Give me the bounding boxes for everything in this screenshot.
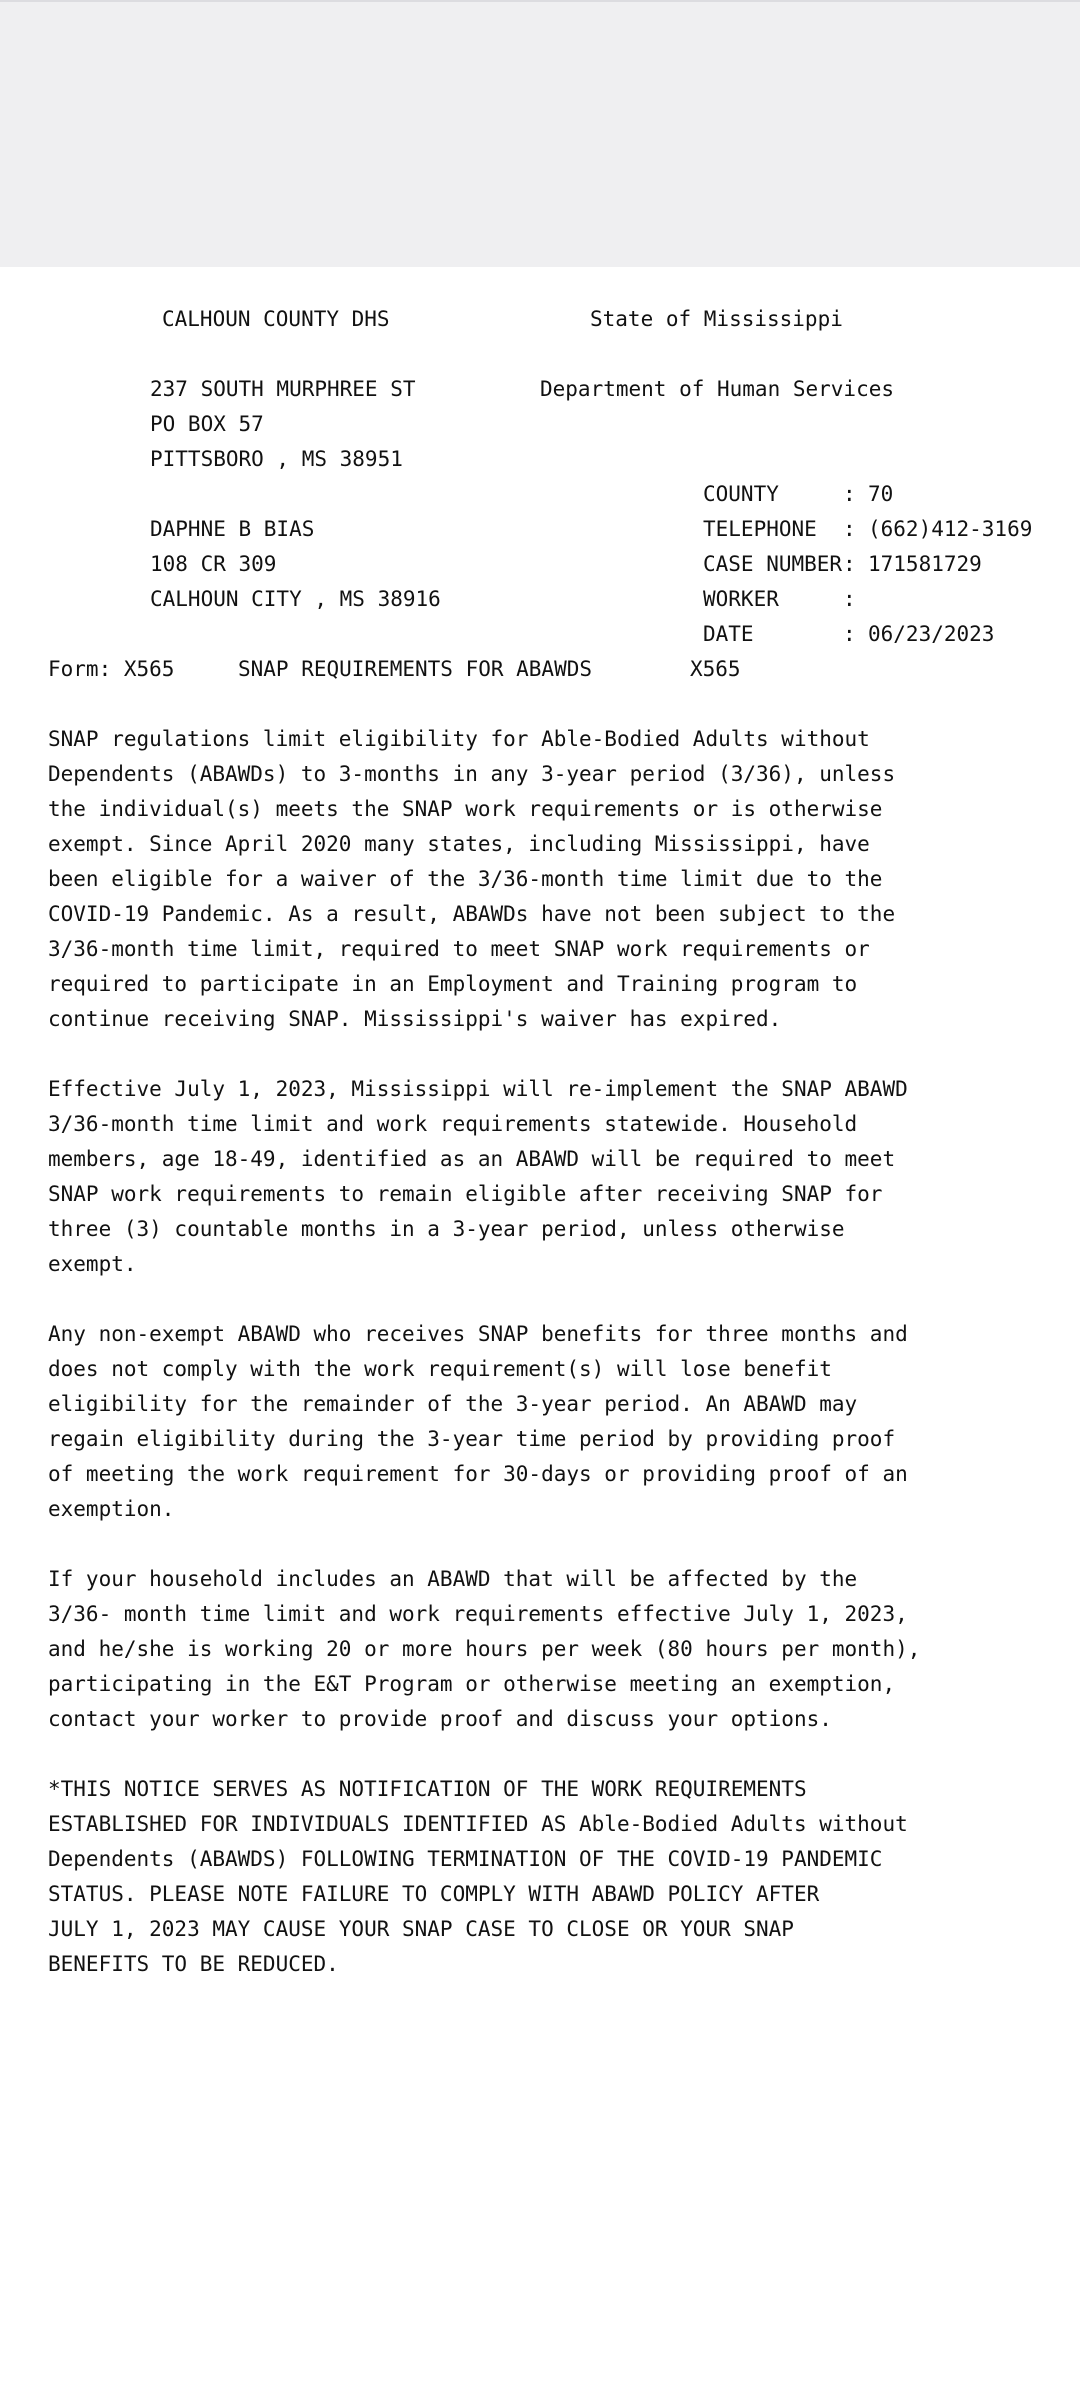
- recipient-address-line: 108 CR 309: [150, 552, 277, 576]
- office-address: [150, 372, 416, 477]
- notice-paragraph: SNAP regulations limit eligibility for Able-Bodied Adults without Dependents (ABAWDs) to 3-months in any 3-year period (3/36), unless the individual(s) meets the SNAP work requirements or is otherwise exempt. Since April 2020 many states, including Mississippi, have been eligible for a waiver of the 3/36-month time limit due to the COVID-19 Pandemic. As a result, ABAWDs have not been subject to the 3/36-month time limit, required to meet SNAP work requirements or required to participate in an Employment and Training program to continue receiving SNAP. Mississippi's waiver has expired.: [48, 727, 896, 1031]
- state-name: State of Mississippi: [590, 307, 843, 331]
- case-info-label: WORKER: [703, 587, 779, 611]
- office-address-line: PITTSBORO , MS 38951: [150, 447, 403, 471]
- case-info-label: COUNTY: [703, 482, 779, 506]
- case-info-separator: :: [843, 482, 856, 506]
- office-address-line: PO BOX 57: [150, 412, 264, 436]
- form-label: Form: X565: [48, 657, 175, 681]
- form-title: SNAP REQUIREMENTS FOR ABAWDS: [238, 657, 593, 681]
- case-info-label: DATE: [703, 622, 754, 646]
- recipient-address-line: DAPHNE B BIAS: [150, 517, 315, 541]
- case-info-value: (662)412-3169: [868, 517, 1033, 541]
- top-blank-area: [0, 0, 1080, 267]
- notice-paragraph: Effective July 1, 2023, Mississippi will re-implement the SNAP ABAWD 3/36-month time limit and work requirements statewide. Household members, age 18-49, identified as an ABAWD will be required to meet SNAP work requirements to remain eligible after receiving SNAP for three (3) countable months in a 3-year period, unless otherwise exempt.: [48, 1077, 908, 1276]
- case-info-separator: :: [843, 622, 856, 646]
- case-info-telephone: [703, 512, 1032, 547]
- case-info-block: [703, 477, 1032, 652]
- county-office-name: CALHOUN COUNTY DHS: [162, 307, 390, 331]
- case-info-date: [703, 617, 1032, 652]
- case-info-separator: :: [843, 552, 856, 576]
- case-info-separator: :: [843, 587, 856, 611]
- case-info-separator: :: [843, 517, 856, 541]
- office-address-line: 237 SOUTH MURPHREE ST: [150, 377, 416, 401]
- notice-document[interactable]: [0, 267, 1080, 2408]
- case-info-worker: [703, 582, 1032, 617]
- case-info-label: CASE NUMBER: [703, 552, 843, 576]
- department-name: Department of Human Services: [540, 377, 895, 401]
- notice-paragraph: *THIS NOTICE SERVES AS NOTIFICATION OF THE WORK REQUIREMENTS ESTABLISHED FOR INDIVIDUALS IDENTIFIED AS Able-Bodied Adults without Dependents (ABAWDS) FOLLOWING TERMINATION OF THE COVID-19 PANDEMIC STATUS. PLEASE NOTE FAILURE TO COMPLY WITH ABAWD POLICY AFTER JULY 1, 2023 MAY CAUSE YOUR SNAP CASE TO CLOSE OR YOUR SNAP BENEFITS TO BE REDUCED.: [48, 1777, 908, 1976]
- case-info-value: 06/23/2023: [868, 622, 995, 646]
- case-info-county: [703, 477, 1032, 512]
- recipient-address-line: CALHOUN CITY , MS 38916: [150, 587, 441, 611]
- case-info-value: 171581729: [868, 552, 982, 576]
- form-code: X565: [690, 657, 741, 681]
- notice-paragraph: If your household includes an ABAWD that will be affected by the 3/36- month time limit and work requirements effective July 1, 2023, and he/she is working 20 or more hours per week (80 hours per month), participating in the E&T Program or otherwise meeting an exemption, contact your worker to provide proof and discuss your options.: [48, 1567, 921, 1731]
- case-info-case-number: [703, 547, 1032, 582]
- notice-paragraph: Any non-exempt ABAWD who receives SNAP benefits for three months and does not comply with the work requirement(s) will lose benefit eligibility for the remainder of the 3-year period. An ABAWD may regain eligibility during the 3-year time period by providing proof of meeting the work requirement for 30-days or providing proof of an exemption.: [48, 1322, 908, 1521]
- case-info-label: TELEPHONE: [703, 517, 817, 541]
- recipient-address: [150, 512, 441, 617]
- case-info-value: 70: [868, 482, 894, 506]
